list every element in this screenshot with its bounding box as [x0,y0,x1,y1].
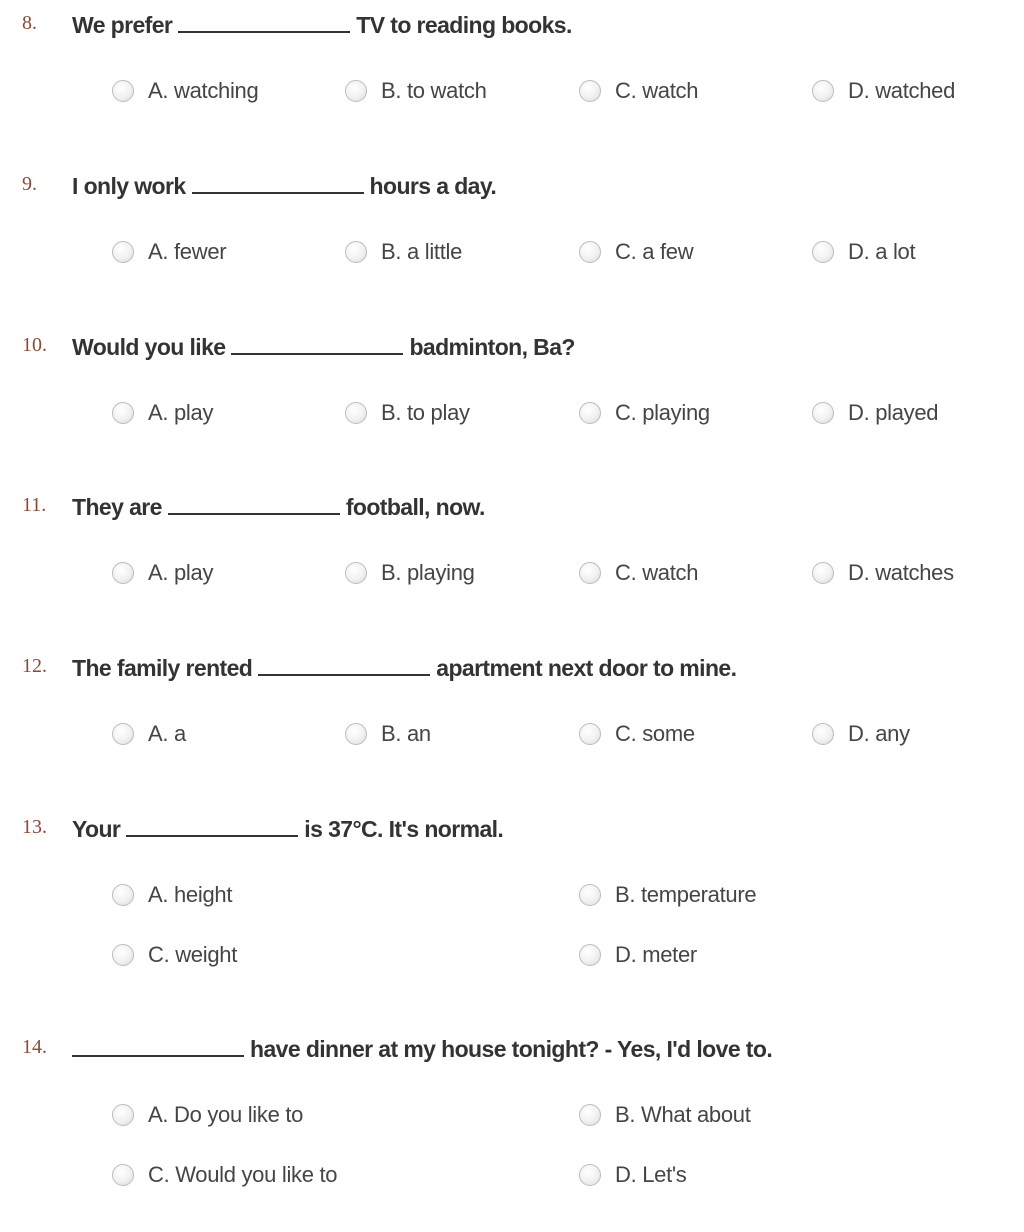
option-label: C. watch [615,78,699,103]
radio-button[interactable] [345,562,367,584]
radio-button[interactable] [579,562,601,584]
option-d[interactable] [579,942,697,968]
question-stem [72,334,575,361]
radio-button[interactable] [579,723,601,745]
option-label: A. play [148,400,214,425]
option-b[interactable] [345,721,431,747]
stem-before: The family rented [72,655,253,681]
option-a[interactable] [112,1102,303,1128]
option-label: B. to play [381,400,470,425]
radio-button[interactable] [345,241,367,263]
answer-blank [72,1054,244,1057]
option-c[interactable] [112,1162,337,1188]
option-c[interactable] [579,78,698,104]
option-label: D. Let's [615,1162,687,1187]
question-number: 12. [22,655,47,677]
option-label: C. a few [615,239,694,264]
stem-after: badminton, Ba? [409,334,575,360]
option-c[interactable] [579,400,710,426]
stem-before: I only work [72,173,186,199]
option-d[interactable] [812,560,954,586]
radio-button[interactable] [112,241,134,263]
radio-button[interactable] [579,1104,601,1126]
radio-button[interactable] [579,884,601,906]
radio-button[interactable] [812,562,834,584]
option-b[interactable] [345,78,487,104]
radio-button[interactable] [112,944,134,966]
question-number: 11. [22,494,47,516]
answer-blank [258,673,430,676]
option-c[interactable] [579,721,695,747]
radio-button[interactable] [112,562,134,584]
option-label: A. Do you like to [148,1102,304,1127]
option-a[interactable] [112,239,226,265]
question-stem [72,494,485,521]
option-d[interactable] [812,721,910,747]
option-label: D. played [848,400,939,425]
option-d[interactable] [812,78,955,104]
question-number: 10. [22,334,47,356]
option-b[interactable] [345,400,470,426]
option-b[interactable] [345,560,475,586]
radio-button[interactable] [579,80,601,102]
stem-before: They are [72,494,162,520]
question-number: 9. [22,173,37,195]
question-stem [72,12,572,39]
option-label: A. fewer [148,239,227,264]
option-label: C. weight [148,942,238,967]
stem-after: is 37°C. It's normal. [304,816,504,842]
radio-button[interactable] [345,80,367,102]
option-label: C. playing [615,400,710,425]
radio-button[interactable] [579,944,601,966]
radio-button[interactable] [345,402,367,424]
radio-button[interactable] [812,723,834,745]
option-label: A. play [148,560,214,585]
option-label: A. a [148,721,186,746]
option-label: A. height [148,882,233,907]
option-a[interactable] [112,400,213,426]
option-label: C. Would you like to [148,1162,338,1187]
answer-blank [178,30,350,33]
radio-button[interactable] [112,884,134,906]
radio-button[interactable] [812,402,834,424]
option-label: D. meter [615,942,697,967]
radio-button[interactable] [112,402,134,424]
option-a[interactable] [112,882,232,908]
option-label: D. any [848,721,910,746]
radio-button[interactable] [112,1104,134,1126]
stem-after: hours a day. [369,173,497,199]
question-stem [72,173,496,200]
option-c[interactable] [579,239,693,265]
option-a[interactable] [112,560,213,586]
stem-after: TV to reading books. [356,12,572,38]
answer-blank [168,512,340,515]
option-label: B. an [381,721,431,746]
option-label: B. playing [381,560,475,585]
option-label: A. watching [148,78,259,103]
stem-before: Would you like [72,334,226,360]
radio-button[interactable] [345,723,367,745]
question-stem [72,655,736,682]
option-c[interactable] [112,942,237,968]
option-label: D. watched [848,78,956,103]
option-d[interactable] [812,239,915,265]
radio-button[interactable] [112,723,134,745]
option-label: B. to watch [381,78,487,103]
option-b[interactable] [579,1102,751,1128]
radio-button[interactable] [112,80,134,102]
option-a[interactable] [112,78,258,104]
question-stem [72,816,503,843]
option-label: B. a little [381,239,463,264]
question-number: 8. [22,12,37,34]
option-a[interactable] [112,721,186,747]
option-b[interactable] [345,239,462,265]
radio-button[interactable] [579,241,601,263]
option-label: C. watch [615,560,699,585]
answer-blank [231,352,403,355]
stem-after: have dinner at my house tonight? - Yes, I'd love to. [250,1036,773,1062]
question-stem [72,1036,772,1063]
option-b[interactable] [579,882,756,908]
option-label: B. What about [615,1102,751,1127]
question-number: 13. [22,816,47,838]
question-number: 14. [22,1036,47,1058]
option-d[interactable] [812,400,938,426]
option-label: D. watches [848,560,954,585]
answer-blank [192,191,364,194]
option-label: B. temperature [615,882,757,907]
radio-button[interactable] [579,1164,601,1186]
option-d[interactable] [579,1162,687,1188]
stem-after: apartment next door to mine. [436,655,737,681]
option-label: D. a lot [848,239,916,264]
option-label: C. some [615,721,695,746]
option-c[interactable] [579,560,698,586]
radio-button[interactable] [812,80,834,102]
stem-before: Your [72,816,121,842]
radio-button[interactable] [579,402,601,424]
radio-button[interactable] [112,1164,134,1186]
radio-button[interactable] [812,241,834,263]
answer-blank [126,834,298,837]
stem-after: football, now. [345,494,485,520]
stem-before: We prefer [72,12,173,38]
